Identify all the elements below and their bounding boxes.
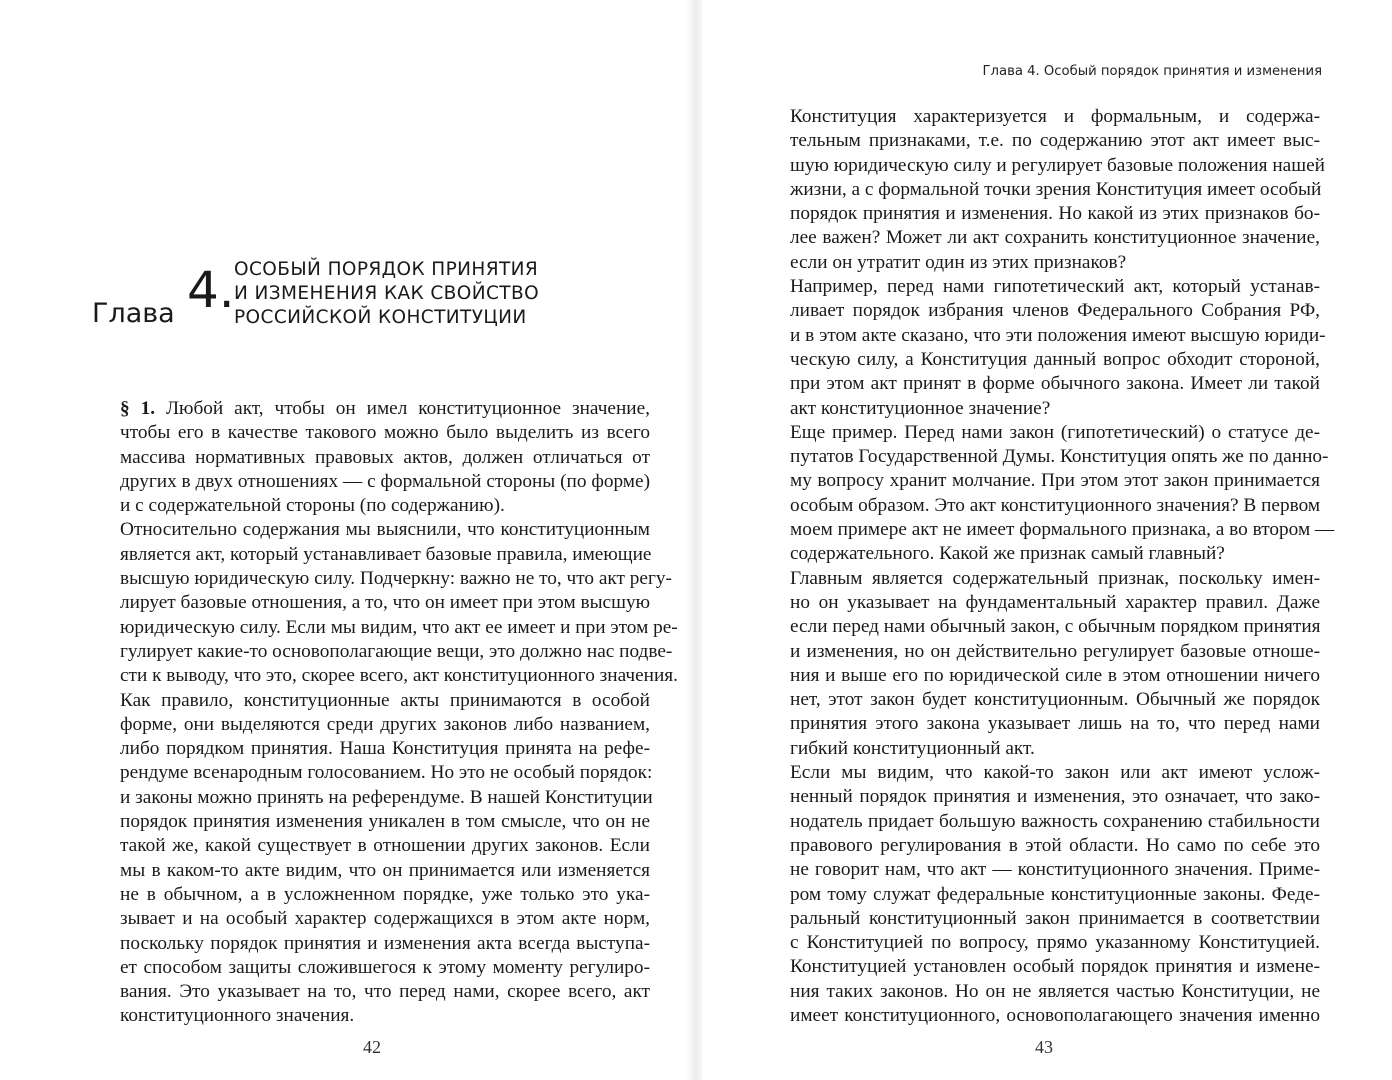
text-line: ром тому служат федеральные конституционные законы. Феде- <box>790 883 1320 905</box>
text-line: Конституцией установлен особый порядок принятия и измене- <box>790 956 1320 978</box>
paragraph <box>94 689 653 1029</box>
text-line: тельным признаками, т.е. по содержанию этот акт имеет выс- <box>790 130 1320 152</box>
text-line: рендуме всенародным голосованием. Но это не особый порядок: <box>120 762 653 784</box>
paragraph <box>764 275 1326 421</box>
text-line: и законы можно принять на референдуме. В нашей Конституции <box>120 786 653 808</box>
paragraph <box>764 761 1320 1028</box>
text-line: с Конституцией по вопросу, прямо указанному Конституцией. <box>790 932 1320 954</box>
left-page <box>0 0 690 1080</box>
text-line: конституционного значения. <box>120 1005 355 1027</box>
text-line: если перед нами обычный закон, с обычным порядком принятия <box>790 616 1321 638</box>
text-line: высшую юридическую силу. Подчеркну: важно не то, что акт регу- <box>120 568 672 590</box>
text-line: шую юридическую силу и регулирует базовые положения нашей <box>790 154 1325 176</box>
text-line: ливает порядок избрания членов Федерального Собрания РФ, <box>790 300 1320 322</box>
text-line: принятия этого закона указывает лишь на то, что перед нами <box>790 713 1320 735</box>
text-line: лирует базовые отношения, а то, что он имеет при этом высшую <box>120 592 650 614</box>
text-line: ральный конституционный закон принимается в соответствии <box>790 907 1320 929</box>
text-line: лее важен? Может ли акт сохранить конституционное значение, <box>790 227 1320 249</box>
text-line: особым образом. Это акт конституционного значения? В первом <box>790 494 1321 516</box>
text-line: Главным является содержательный признак, поскольку имен- <box>790 567 1320 589</box>
chapter-title-line: И ИЗМЕНЕНИЯ КАК СВОЙСТВО <box>234 283 540 304</box>
text-line: порядок принятия и изменения. Но какой из этих признаков бо- <box>790 203 1320 225</box>
text-line: чтобы его в качестве такового можно было выделить из всего <box>120 422 650 444</box>
text-line: юридическую силу. Если мы видим, что акт ее имеет и при этом ре- <box>120 616 678 638</box>
running-head: Глава 4. Особый порядок принятия и изменения <box>982 64 1322 79</box>
text-line: ческую силу, а Конституция данный вопрос обходит стороной, <box>790 348 1320 370</box>
text-line: гибкий конституционный акт. <box>790 737 1035 759</box>
text-line: Относительно содержания мы выяснили, что конституционным <box>120 519 650 541</box>
text-line: и с содержательной стороны (по содержанию). <box>120 495 505 517</box>
text-line: не говорит нам, что акт — конституционного значения. Приме- <box>790 859 1320 881</box>
text-line: вания. Это указывает на то, что перед нами, скорее всего, акт <box>120 981 650 1003</box>
text-line: но он указывает на фундаментальный характер правил. Даже <box>790 591 1320 613</box>
text-line: является акт, который устанавливает базовые правила, имеющие <box>120 543 652 565</box>
right-body-text <box>764 105 1335 1028</box>
text-line: и изменения, но он действительно регулирует базовые отноше- <box>790 640 1320 662</box>
text-line: Еще пример. Перед нами закон (гипотетический) о статусе де- <box>790 421 1320 443</box>
text-line: ния и выше его по юридической силе в этом отношении ничего <box>790 664 1320 686</box>
chapter-title-line: РОССИЙСКОЙ КОНСТИТУЦИИ <box>234 307 527 328</box>
left-body-text <box>94 397 678 1029</box>
paragraph <box>764 105 1325 275</box>
text-line: содержательного. Какой же признак самый главный? <box>790 543 1225 565</box>
text-line: сти к выводу, что это, скорее всего, акт конституционного значения. <box>120 665 678 687</box>
chapter-word: Глава <box>92 298 175 329</box>
text-line: поскольку порядок принятия и изменения акта всегда выступа- <box>120 932 650 954</box>
text-line: Конституция характеризуется и формальным, и содержа- <box>790 106 1320 127</box>
text-line: нет, этот закон будет конституционным. Обычный же порядок <box>790 689 1320 711</box>
text-line: ненный порядок принятия и изменения, это означает, что зако- <box>790 786 1320 808</box>
text-line: § 1. Любой акт, чтобы он имел конституционное значение, <box>120 398 650 419</box>
text-line: Как правило, конституционные акты принимаются в особой <box>120 689 650 711</box>
text-line: ния таких законов. Но он не является частью Конституции, не <box>790 980 1320 1002</box>
text-line: форме, они выделяются среди других законов либо названием, <box>120 713 650 735</box>
text-line: такой же, какой существует в отношении других законов. Если <box>120 835 650 857</box>
section-mark: § 1. <box>120 398 156 419</box>
text-line: массива нормативных правовых актов, должен отличаться от <box>120 446 650 468</box>
text-line: и в этом акте сказано, что эти положения имеют высшую юриди- <box>790 324 1326 346</box>
paragraph <box>94 518 678 688</box>
text-line: не в обычном, а в усложненном порядке, уже только это ука- <box>120 883 650 905</box>
text-line: при этом акт принят в форме обычного закона. Имеет ли такой <box>790 373 1320 395</box>
page-number: 43 <box>1035 1037 1053 1057</box>
text-line: имеет конституционного, основополагающего значения именно <box>790 1004 1320 1026</box>
text-line: ет способом защиты сложившегося к этому моменту регулиро- <box>120 956 650 978</box>
text-line: правового регулирования в этой области. Но само по себе это <box>790 834 1320 856</box>
paragraph <box>764 567 1320 761</box>
text-line: либо порядком принятия. Наша Конституция принята на рефе- <box>120 738 650 760</box>
text-line: жизни, а с формальной точки зрения Конституция имеет особый <box>790 178 1322 200</box>
text-line: гулирует какие-то основополагающие вещи, это должно нас подве- <box>120 640 673 662</box>
chapter-heading <box>92 256 562 336</box>
chapter-number: 4. <box>187 261 235 319</box>
right-page <box>702 0 1392 1080</box>
text-line: если он утратит один из этих признаков? <box>790 251 1127 273</box>
chapter-title-line: ОСОБЫЙ ПОРЯДОК ПРИНЯТИЯ <box>234 259 539 280</box>
paragraph <box>764 421 1335 567</box>
page-number: 42 <box>363 1037 381 1057</box>
text-line: моем примере акт не имеет формального признака, а во втором — <box>790 519 1335 541</box>
paragraph <box>94 397 650 518</box>
text-line: акт конституционное значение? <box>790 397 1051 419</box>
text-line: мы в каком-то акте видим, что он принимается или изменяется <box>120 859 650 881</box>
text-line: порядок принятия изменения уникален в том смысле, что он не <box>120 811 650 833</box>
text-line: Например, перед нами гипотетический акт, который устанав- <box>790 276 1320 298</box>
text-line: других в двух отношениях — с формальной стороны (по форме) <box>120 470 650 492</box>
text-line: зывает и на особый характер содержащихся в этом акте норм, <box>120 908 650 930</box>
text-line: путатов Государственной Думы. Конституция опять же по данно- <box>790 446 1329 468</box>
text-line: му вопросу хранит молчание. При этом этот закон принимается <box>790 470 1320 492</box>
text-line: нодатель придает большую важность сохранению стабильности <box>790 810 1320 832</box>
text-line: Если мы видим, что какой-то закон или акт имеют услож- <box>790 762 1320 784</box>
chapter-title <box>234 258 564 330</box>
